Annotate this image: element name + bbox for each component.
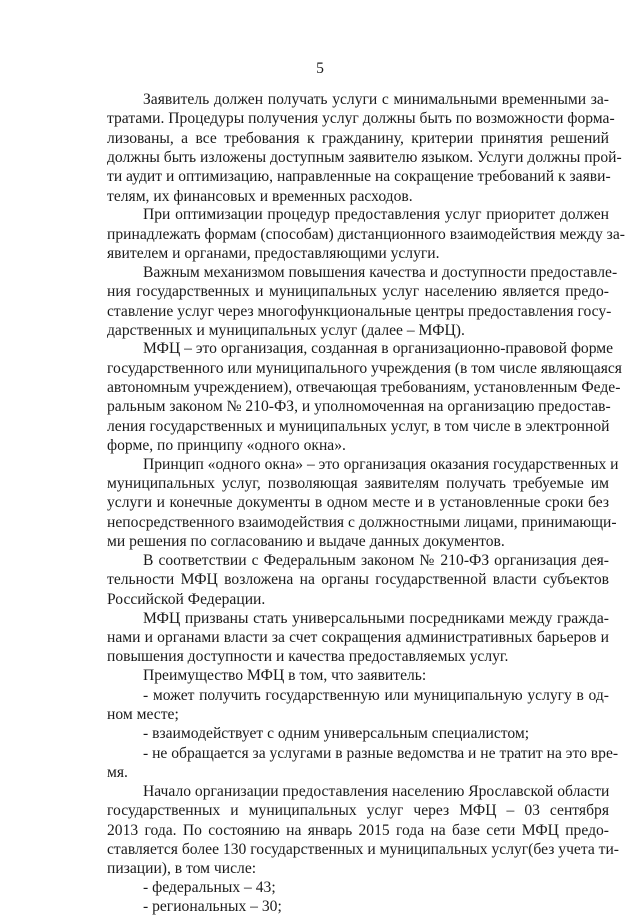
text-line: МФЦ – это организация, созданная в организационно-правовой форме [143,340,614,357]
text-line: принадлежать формам (способам) дистанционного взаимодействия между за- [107,226,625,243]
text-line: Заявитель должен получать услуги с минимальными временными за- [143,91,609,108]
text-line: ставление услуг через многофункциональные центры предоставления госу- [107,303,612,320]
text-line: Важным механизмом повышения качества и доступности предоставле- [143,264,618,281]
text-line: явителем и органами, предоставляющими услуги. [107,245,440,262]
text-line: В соответствии с Федеральным законом № 210-ФЗ организация дея- [143,552,609,569]
text-line: - взаимодействует с одним универсальным специалистом; [143,725,530,742]
text-line: При оптимизации процедур предоставления услуг приоритет должен [143,206,609,223]
text-line: ления государственных и муниципальных услуг, в том числе в электронной [107,418,610,435]
text-line: автономным учреждением), отвечающая требованиям, установленным Феде- [107,379,621,396]
text-line: ти аудит и оптимизацию, направленные на сокращение требований к заяви- [107,168,611,185]
text-line: государственного или муниципального учреждения (в том числе являющаяся [107,360,622,377]
text-line: непосредственного взаимодействия с должностными лицами, принимающи- [107,514,617,531]
text-line: дарственных и муниципальных услуг (далее – МФЦ). [107,322,465,339]
text-line: ральным законом № 210-ФЗ, и уполномоченная на организацию предостав- [107,398,611,415]
text-line: ном месте; [107,706,179,723]
text-line: тельности МФЦ возложена на органы государственной власти субъектов [107,571,609,588]
text-line: Принцип «одного окна» – это организация оказания государственных и [143,456,619,473]
text-line: государственных и муниципальных услуг через МФЦ – 03 сентября [107,802,609,819]
page-number: 5 [316,60,324,77]
text-line: Начало организации предоставления населению Ярославской области [143,783,610,800]
text-line: 2013 года. По состоянию на январь 2015 года на базе сети МФЦ предо- [107,822,609,839]
text-line: Российской Федерации. [107,591,266,608]
text-line: нами и органами власти за счет сокращения административных барьеров и [107,629,609,646]
text-line: Преимущество МФЦ в том, что заявитель: [143,667,427,684]
text-line: услуги и конечные документы в одном месте и в установленные сроки без [107,494,609,511]
text-line: повышения доступности и качества предоставляемых услуг. [107,648,509,665]
text-line: МФЦ призваны стать универсальными посредниками между гражда- [143,610,609,627]
text-line: телям, их финансовых и временных расходов. [107,188,413,205]
text-line: - региональных – 30; [143,898,282,915]
text-line: пизации), в том числе: [107,860,257,877]
text-line: мя. [107,764,128,781]
text-line: должны быть изложены доступным заявителю языком. Услуги должны прой- [107,149,622,166]
text-line: тратами. Процедуры получения услуг должны быть по возможности форма- [107,110,615,127]
text-line: муниципальных услуг, позволяющая заявителям получать требуемые им [107,475,609,492]
text-line: - федеральных – 43; [143,879,276,896]
text-line: - не обращается за услугами в разные ведомства и не тратит на это вре- [143,745,619,762]
text-line: ми решения по согласованию и выдаче данных документов. [107,533,505,550]
text-line: лизованы, а все требования к гражданину, критерии принятия решений [107,130,609,147]
text-line: форме, по принципу «одного окна». [107,437,346,454]
text-line: ставляется более 130 государственных и муниципальных услуг(без учета ти- [107,841,620,858]
text-line: ния государственных и муниципальных услуг населению является предо- [107,283,609,300]
text-line: - может получить государственную или муниципальную услугу в од- [143,687,609,704]
